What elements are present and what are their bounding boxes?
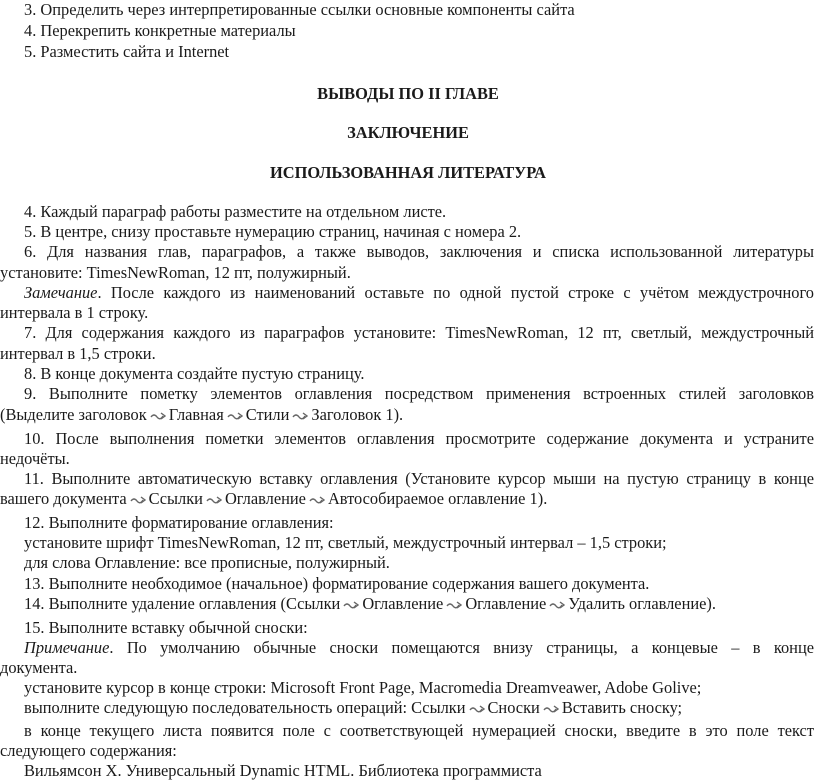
text-run: Вставить сноску; bbox=[561, 698, 683, 717]
arrow-icon bbox=[292, 411, 308, 421]
paragraph-continuation bbox=[0, 489, 816, 508]
arrow-icon bbox=[343, 600, 359, 610]
note-label: Примечание bbox=[24, 638, 110, 657]
paragraph: 15. Выполните вставку обычной сноски: bbox=[24, 618, 308, 637]
paragraph-continuation: установите: TimesNewRoman, 12 пт, полужирный. bbox=[0, 263, 351, 282]
paragraph: 4. Каждый параграф работы разместите на отдельном листе. bbox=[24, 202, 447, 221]
arrow-icon bbox=[469, 704, 485, 714]
note-paragraph bbox=[0, 638, 816, 657]
paragraph: Вильямсон Х. Универсальный Dynamic HTML. Библиотека программиста bbox=[24, 761, 542, 780]
paragraph: 13. Выполните необходимое (начальное) форматирование содержания вашего документа. bbox=[24, 574, 650, 593]
text-run: Автособираемое оглавление 1). bbox=[327, 489, 548, 508]
arrow-icon bbox=[549, 600, 565, 610]
heading-references: ИСПОЛЬЗОВАННАЯ ЛИТЕРАТУРА bbox=[270, 163, 546, 182]
paragraph: в конце текущего листа появится поле с соответствующей нумерацией сноски, введите в это поле текст bbox=[24, 721, 814, 740]
paragraph-continuation bbox=[0, 405, 816, 424]
list-item: 5. Разместить сайта и Internet bbox=[24, 42, 230, 61]
paragraph: 8. В конце документа создайте пустую страницу. bbox=[24, 364, 365, 383]
text-run: Ссылки bbox=[148, 489, 203, 508]
paragraph: 12. Выполните форматирование оглавления: bbox=[24, 513, 334, 532]
arrow-icon bbox=[309, 495, 325, 505]
text-run: 14. Выполните удаление оглавления (Ссылки bbox=[24, 594, 341, 613]
paragraph: 11. Выполните автоматическую вставку оглавления (Установите курсор мыши на пустую страницу в конце bbox=[24, 469, 814, 488]
note-label: Замечание bbox=[24, 283, 98, 302]
arrow-icon bbox=[150, 411, 166, 421]
note-text: . После каждого из наименований оставьте по одной пустой строке с учётом междустрочного bbox=[97, 283, 814, 302]
text-run: (Выделите заголовок bbox=[0, 405, 147, 424]
text-run: Удалить оглавление). bbox=[568, 594, 716, 613]
text-run: Оглавление bbox=[224, 489, 306, 508]
text-run: выполните следующую последовательность операций: Ссылки bbox=[24, 698, 466, 717]
paragraph-continuation: недочёты. bbox=[0, 449, 70, 468]
arrow-icon bbox=[543, 704, 559, 714]
text-run: Оглавление bbox=[362, 594, 444, 613]
paragraph-continuation: интервал в 1,5 строки. bbox=[0, 344, 156, 363]
paragraph-continuation: следующего содержания: bbox=[0, 741, 177, 760]
arrow-icon bbox=[227, 411, 243, 421]
paragraph: 6. Для названия глав, параграфов, а также выводов, заключения и списка использованной литературы bbox=[24, 242, 814, 261]
paragraph: установите курсор в конце строки: Microsoft Front Page, Macromedia Dreamveawer, Adobe Golive; bbox=[24, 678, 702, 697]
text-run: Главная bbox=[168, 405, 224, 424]
list-item: 3. Определить через интерпретированные ссылки основные компоненты сайта bbox=[24, 0, 575, 19]
heading-conclusions: ВЫВОДЫ ПО II ГЛАВЕ bbox=[317, 84, 499, 103]
heading-conclusion: ЗАКЛЮЧЕНИЕ bbox=[347, 123, 469, 142]
paragraph-continuation: документа. bbox=[0, 658, 78, 677]
text-run: Сноски bbox=[487, 698, 540, 717]
paragraph: для слова Оглавление: все прописные, полужирный. bbox=[24, 553, 390, 572]
paragraph: установите шрифт TimesNewRoman, 12 пт, светлый, междустрочный интервал – 1,5 строки; bbox=[24, 533, 667, 552]
arrow-icon bbox=[446, 600, 462, 610]
paragraph-continuation: интервала в 1 строку. bbox=[0, 303, 149, 322]
paragraph: 10. После выполнения пометки элементов оглавления просмотрите содержание документа и устраните bbox=[24, 429, 814, 448]
text-run: Стили bbox=[245, 405, 290, 424]
paragraph bbox=[0, 698, 816, 717]
paragraph: 9. Выполните пометку элементов оглавления посредством применения встроенных стилей заголовков bbox=[24, 384, 814, 403]
arrow-icon bbox=[206, 495, 222, 505]
paragraph: 5. В центре, снизу проставьте нумерацию страниц, начиная с номера 2. bbox=[24, 222, 522, 241]
text-run: Оглавление bbox=[465, 594, 547, 613]
text-run: вашего документа bbox=[0, 489, 127, 508]
paragraph: 7. Для содержания каждого из параграфов установите: TimesNewRoman, 12 пт, светлый, междустрочный bbox=[24, 323, 814, 342]
list-item: 4. Перекрепить конкретные материалы bbox=[24, 21, 296, 40]
arrow-icon bbox=[130, 495, 146, 505]
text-run: Заголовок 1). bbox=[311, 405, 404, 424]
note-paragraph bbox=[0, 283, 816, 302]
note-text: . По умолчанию обычные сноски помещаются внизу страницы, а концевые – в конце bbox=[109, 638, 814, 657]
paragraph bbox=[0, 594, 816, 613]
